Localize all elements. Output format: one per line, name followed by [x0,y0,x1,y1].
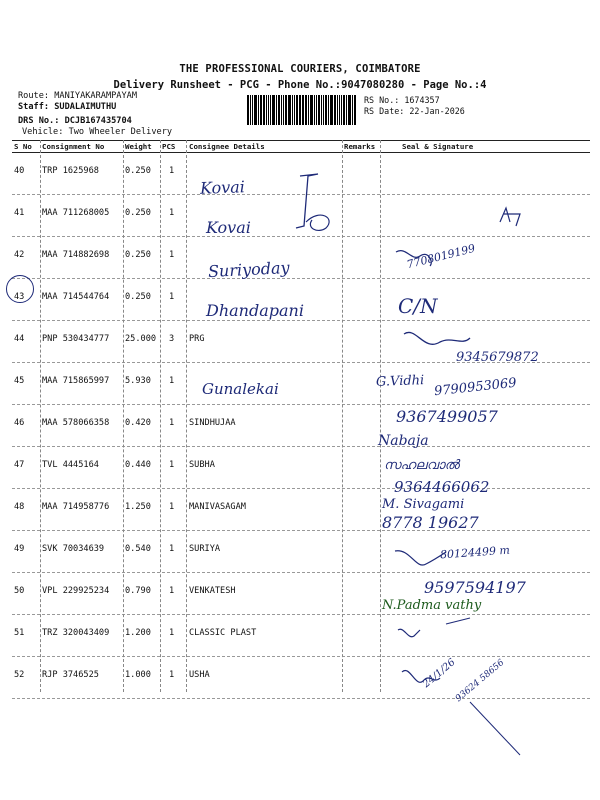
col-remarks: Remarks [344,142,376,151]
cell-sno: 49 [14,544,25,554]
cell-consignment: SVK 70034639 [42,544,105,554]
cell-sno: 41 [14,208,25,218]
cell-weight: 0.440 [125,460,151,470]
cell-weight: 0.250 [125,166,151,176]
cell-pcs: 1 [169,670,175,680]
cell-pcs: 1 [169,586,175,596]
cell-consignment: MAA 711268005 [42,208,110,218]
cell-pcs: 3 [169,334,175,344]
col-sno: S No [14,142,32,151]
cell-consignment: TRP 1625968 [42,166,99,176]
handwritten-phone: 9345679872 [456,350,539,365]
cell-pcs: 1 [169,628,175,638]
staff-text: Staff: SUDALAIMUTHU [18,102,117,112]
handwritten-phone: 80124499 m [439,543,511,562]
cell-pcs: 1 [169,250,175,260]
cell-sno: 52 [14,670,25,680]
vehicle-text: Vehicle: Two Wheeler Delivery [22,127,173,137]
cell-sno: 50 [14,586,25,596]
cell-pcs: 1 [169,166,175,176]
cell-weight: 1.250 [125,502,151,512]
col-weight: Weight [125,142,152,151]
cell-consignment: MAA 715865997 [42,376,110,386]
cell-weight: 1.200 [125,628,151,638]
col-seal: Seal & Signature [402,142,474,151]
handwritten-phone: 9790953069 [433,375,518,400]
cell-consignee: CLASSIC PLAST [189,628,257,638]
runsheet-subtitle: Delivery Runsheet - PCG - Phone No.:9047080280 - Page No.:4 [113,79,487,91]
signature-mark-51a [398,629,420,636]
handwritten-sign: G.Vidhi [375,373,425,390]
cell-weight: 0.540 [125,544,151,554]
drs-text: DRS No.: DCJB167435704 [18,116,132,126]
cell-weight: 0.250 [125,208,151,218]
cell-sno: 43 [14,292,25,302]
cell-pcs: 1 [169,502,175,512]
handwritten-sign: C/N [398,294,438,318]
handwritten-name: Kovai [206,218,251,237]
col-consignee: Consignee Details [189,142,265,151]
cell-consignee: PRG [189,334,205,344]
cell-weight: 1.000 [125,670,151,680]
route-text: Route: MANIYAKARAMPAYAM [18,91,137,101]
pen-stroke-3 [470,702,520,755]
cell-consignment: MAA 578066358 [42,418,110,428]
cell-pcs: 1 [169,544,175,554]
cell-consignee: MANIVASAGAM [189,502,246,512]
handwritten-sign: സഹലവാൽ [384,458,460,473]
rs-date: RS Date: 22-Jan-2026 [364,106,465,116]
company-title: THE PROFESSIONAL COURIERS, COIMBATORE [179,63,421,75]
signature-mark-49 [395,551,446,565]
cell-consignee: USHA [189,670,210,680]
pen-stroke-2 [306,215,329,230]
col-pcs: PCS [162,142,176,151]
cell-sno: 44 [14,334,25,344]
cell-sno: 40 [14,166,25,176]
handwritten-phone: 93624 58656 [453,657,507,705]
handwritten-phone: 9597594197 [424,578,526,597]
cell-sno: 48 [14,502,25,512]
handwritten-phone: 9367499057 [396,407,498,426]
handwritten-name: Nabaja [378,433,429,449]
cell-consignee: SURIYA [189,544,221,554]
cell-consignee: VENKATESH [189,586,236,596]
cell-pcs: 1 [169,460,175,470]
cell-pcs: 1 [169,418,175,428]
cell-consignee: SINDHUJAA [189,418,236,428]
cell-consignment: TVL 4445164 [42,460,99,470]
cell-sno: 51 [14,628,25,638]
cell-pcs: 1 [169,376,175,386]
cell-consignment: MAA 714882698 [42,250,110,260]
signature-mark-51b [446,618,470,624]
handwritten-name: M. Sivagami [382,497,465,512]
cell-consignment: MAA 714958776 [42,502,110,512]
cell-consignment: MAA 714544764 [42,292,110,302]
cell-consignment: TRZ 320043409 [42,628,110,638]
pen-stroke-1 [296,174,318,228]
handwritten-phone: 7708019199 [405,241,477,272]
handwritten-name: N.Padma vathy [382,598,482,613]
cell-consignment: PNP 530434777 [42,334,110,344]
cell-sno: 42 [14,250,25,260]
cell-consignment: RJP 3746525 [42,670,99,680]
cell-weight: 0.420 [125,418,151,428]
cell-weight: 0.250 [125,250,151,260]
signature-mark-41 [500,208,520,226]
cell-consignee: SUBHA [189,460,215,470]
cell-pcs: 1 [169,292,175,302]
rs-number: RS No.: 1674357 [364,95,440,105]
handwritten-name: Kovai [199,177,246,198]
handwritten-phone: 8778 19627 [382,513,479,532]
handwritten-name: Dhandapani [206,301,304,320]
cell-consignment: VPL 229925234 [42,586,110,596]
handwritten-phone: 9364466062 [394,478,490,496]
cell-sno: 45 [14,376,25,386]
cell-sno: 46 [14,418,25,428]
cell-weight: 0.250 [125,292,151,302]
handwritten-name: Suriyoday [207,257,290,282]
cell-weight: 25.000 [125,334,157,344]
cell-sno: 47 [14,460,25,470]
col-consignment: Consignment No [42,142,105,151]
cell-weight: 5.930 [125,376,151,386]
handwritten-date: 24/1/26 [420,656,458,691]
signature-mark-44 [404,332,470,344]
cell-pcs: 1 [169,208,175,218]
handwritten-name: Gunalekai [202,380,279,398]
cell-weight: 0.790 [125,586,151,596]
